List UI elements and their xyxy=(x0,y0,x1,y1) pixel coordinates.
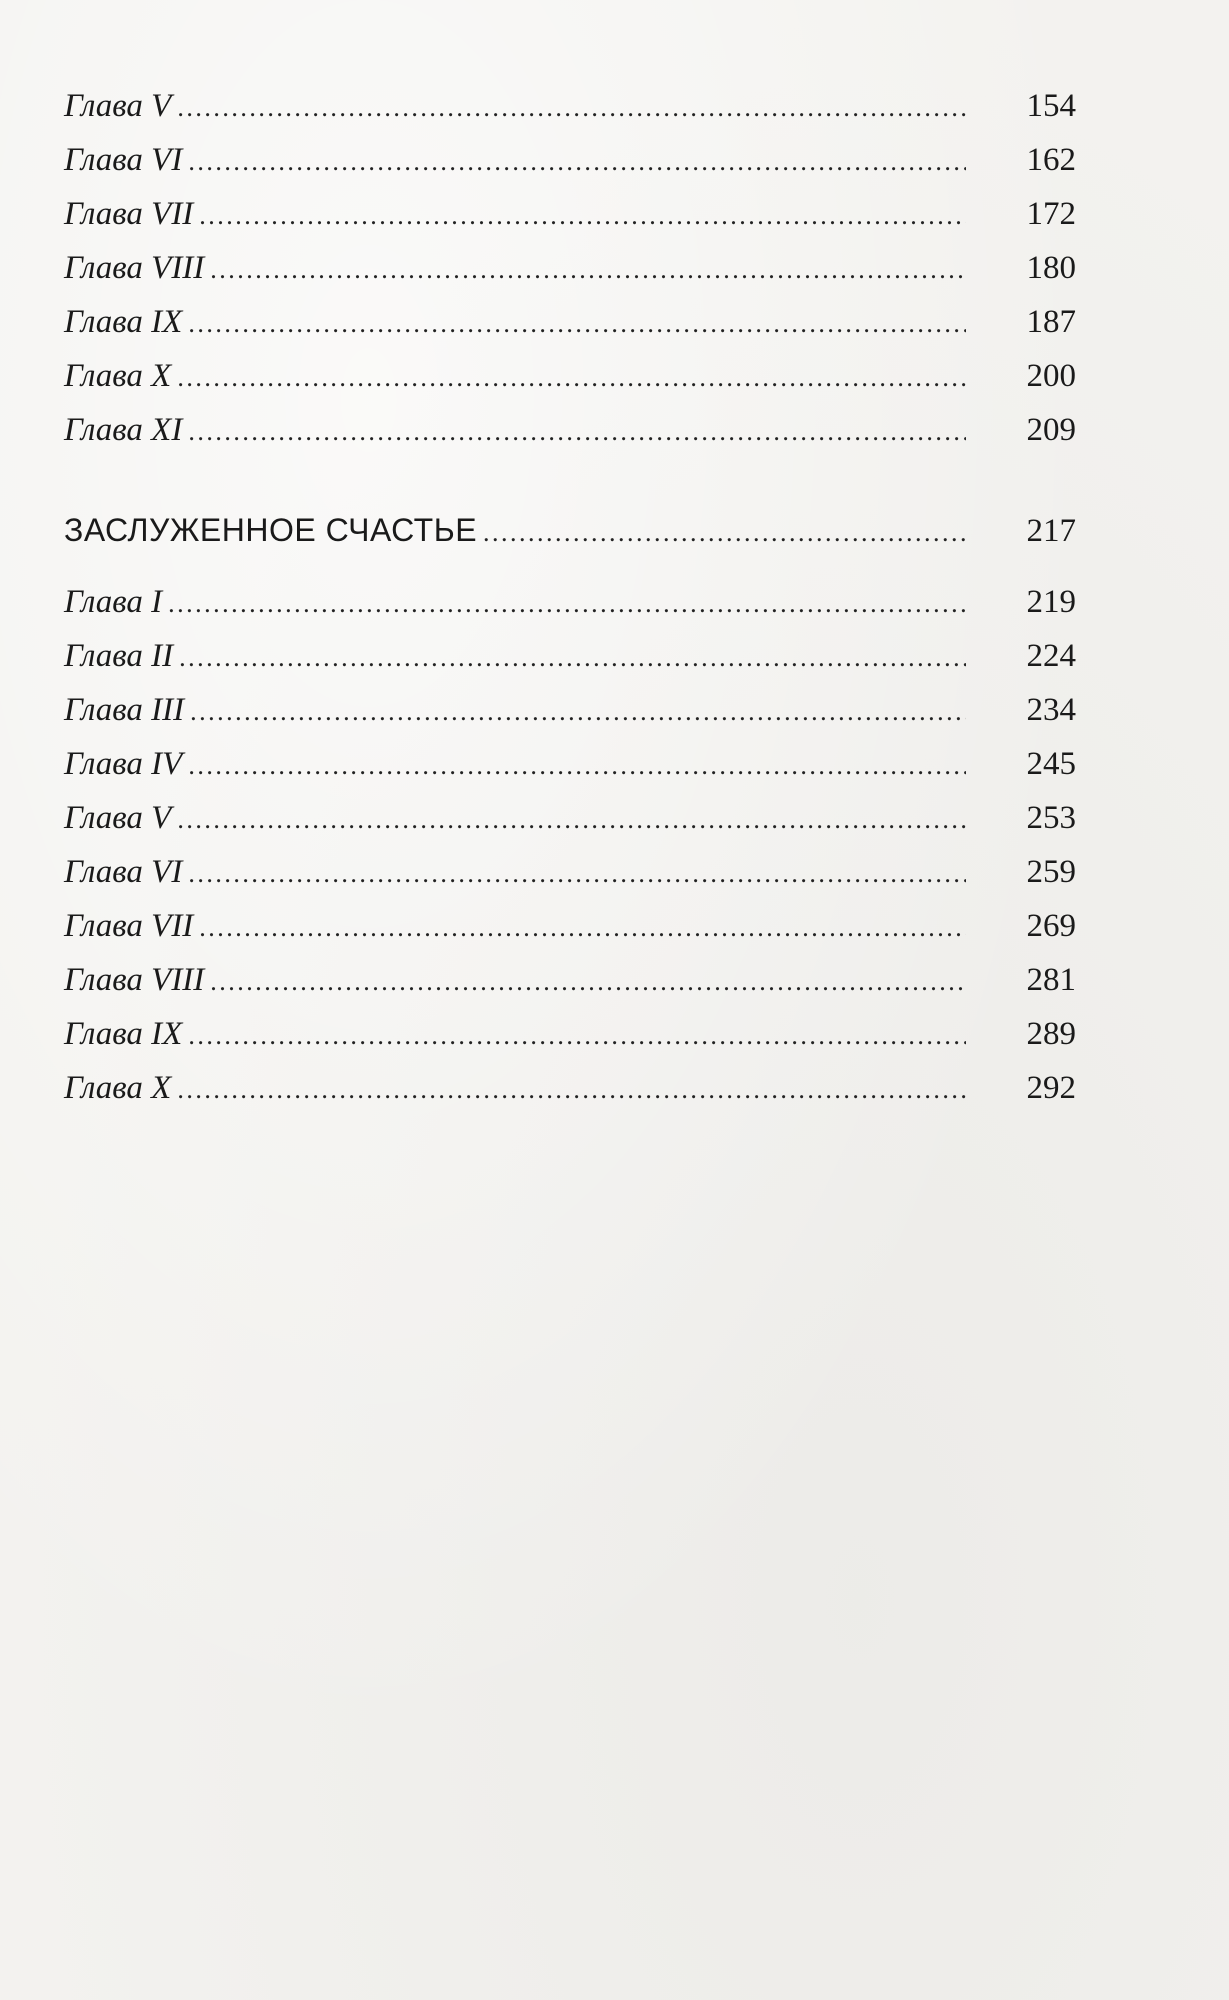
dot-leader xyxy=(188,859,966,889)
toc-entry xyxy=(64,250,1076,304)
dot-leader xyxy=(177,93,966,123)
toc-entry-title: Глава XI xyxy=(64,412,183,448)
toc-entry xyxy=(64,412,1076,466)
toc-entry xyxy=(64,908,1076,962)
toc-entry-title: Глава I xyxy=(64,584,163,620)
dot-leader xyxy=(179,643,966,673)
toc-entry xyxy=(64,692,1076,746)
toc-entry xyxy=(64,88,1076,142)
section-title: ЗАСЛУЖЕННОЕ СЧАСТЬЕ xyxy=(64,512,478,548)
toc-entry-title: Глава VIII xyxy=(64,962,205,998)
toc-entry-page: 269 xyxy=(1026,908,1076,944)
table-of-contents xyxy=(64,88,1076,1124)
toc-entry-page: 154 xyxy=(1026,88,1076,124)
dot-leader xyxy=(188,1021,966,1051)
dot-leader xyxy=(188,147,966,177)
toc-entry-page: 253 xyxy=(1026,800,1076,836)
toc-entry-title: Глава VIII xyxy=(64,250,205,286)
toc-entry-title: Глава V xyxy=(64,88,172,124)
toc-entry-title: Глава X xyxy=(64,358,172,394)
toc-section-heading xyxy=(64,512,1076,566)
toc-entry xyxy=(64,854,1076,908)
toc-entry xyxy=(64,584,1076,638)
toc-entry-page: 219 xyxy=(1026,584,1076,620)
toc-entry xyxy=(64,304,1076,358)
toc-entry-title: Глава VII xyxy=(64,908,194,944)
dot-leader xyxy=(177,805,966,835)
toc-entry-page: 162 xyxy=(1026,142,1076,178)
toc-entry-title: Глава IX xyxy=(64,304,183,340)
toc-entry-title: Глава IV xyxy=(64,746,183,782)
toc-entry xyxy=(64,196,1076,250)
toc-entry xyxy=(64,142,1076,196)
dot-leader xyxy=(188,309,966,339)
toc-entry-page: 224 xyxy=(1026,638,1076,674)
toc-entry xyxy=(64,1070,1076,1124)
toc-entry-title: Глава IX xyxy=(64,1016,183,1052)
toc-entry-title: Глава VI xyxy=(64,142,183,178)
toc-entry xyxy=(64,358,1076,412)
toc-entry-page: 172 xyxy=(1026,196,1076,232)
toc-entry xyxy=(64,800,1076,854)
dot-leader xyxy=(188,417,966,447)
toc-entry-page: 281 xyxy=(1026,962,1076,998)
dot-leader xyxy=(483,518,966,548)
toc-entry-page: 245 xyxy=(1026,746,1076,782)
toc-entry-page: 180 xyxy=(1026,250,1076,286)
toc-entry-page: 209 xyxy=(1026,412,1076,448)
section-page: 217 xyxy=(1026,513,1076,549)
toc-entry-page: 259 xyxy=(1026,854,1076,890)
toc-entry-title: Глава V xyxy=(64,800,172,836)
toc-entry-page: 289 xyxy=(1026,1016,1076,1052)
toc-entry-title: Глава II xyxy=(64,638,174,674)
dot-leader xyxy=(190,697,966,727)
dot-leader xyxy=(168,589,966,619)
toc-entry xyxy=(64,746,1076,800)
toc-entry-title: Глава VII xyxy=(64,196,194,232)
toc-entry-page: 234 xyxy=(1026,692,1076,728)
dot-leader xyxy=(177,363,966,393)
toc-entry xyxy=(64,638,1076,692)
dot-leader xyxy=(210,255,966,285)
dot-leader xyxy=(199,913,966,943)
toc-entry-page: 292 xyxy=(1026,1070,1076,1106)
toc-entry xyxy=(64,962,1076,1016)
toc-entry-page: 200 xyxy=(1026,358,1076,394)
toc-entry-page: 187 xyxy=(1026,304,1076,340)
dot-leader xyxy=(199,201,966,231)
toc-entry xyxy=(64,1016,1076,1070)
toc-entry-title: Глава X xyxy=(64,1070,172,1106)
toc-entry-title: Глава III xyxy=(64,692,185,728)
toc-entry-title: Глава VI xyxy=(64,854,183,890)
dot-leader xyxy=(188,751,966,781)
dot-leader xyxy=(210,967,966,997)
dot-leader xyxy=(177,1075,966,1105)
